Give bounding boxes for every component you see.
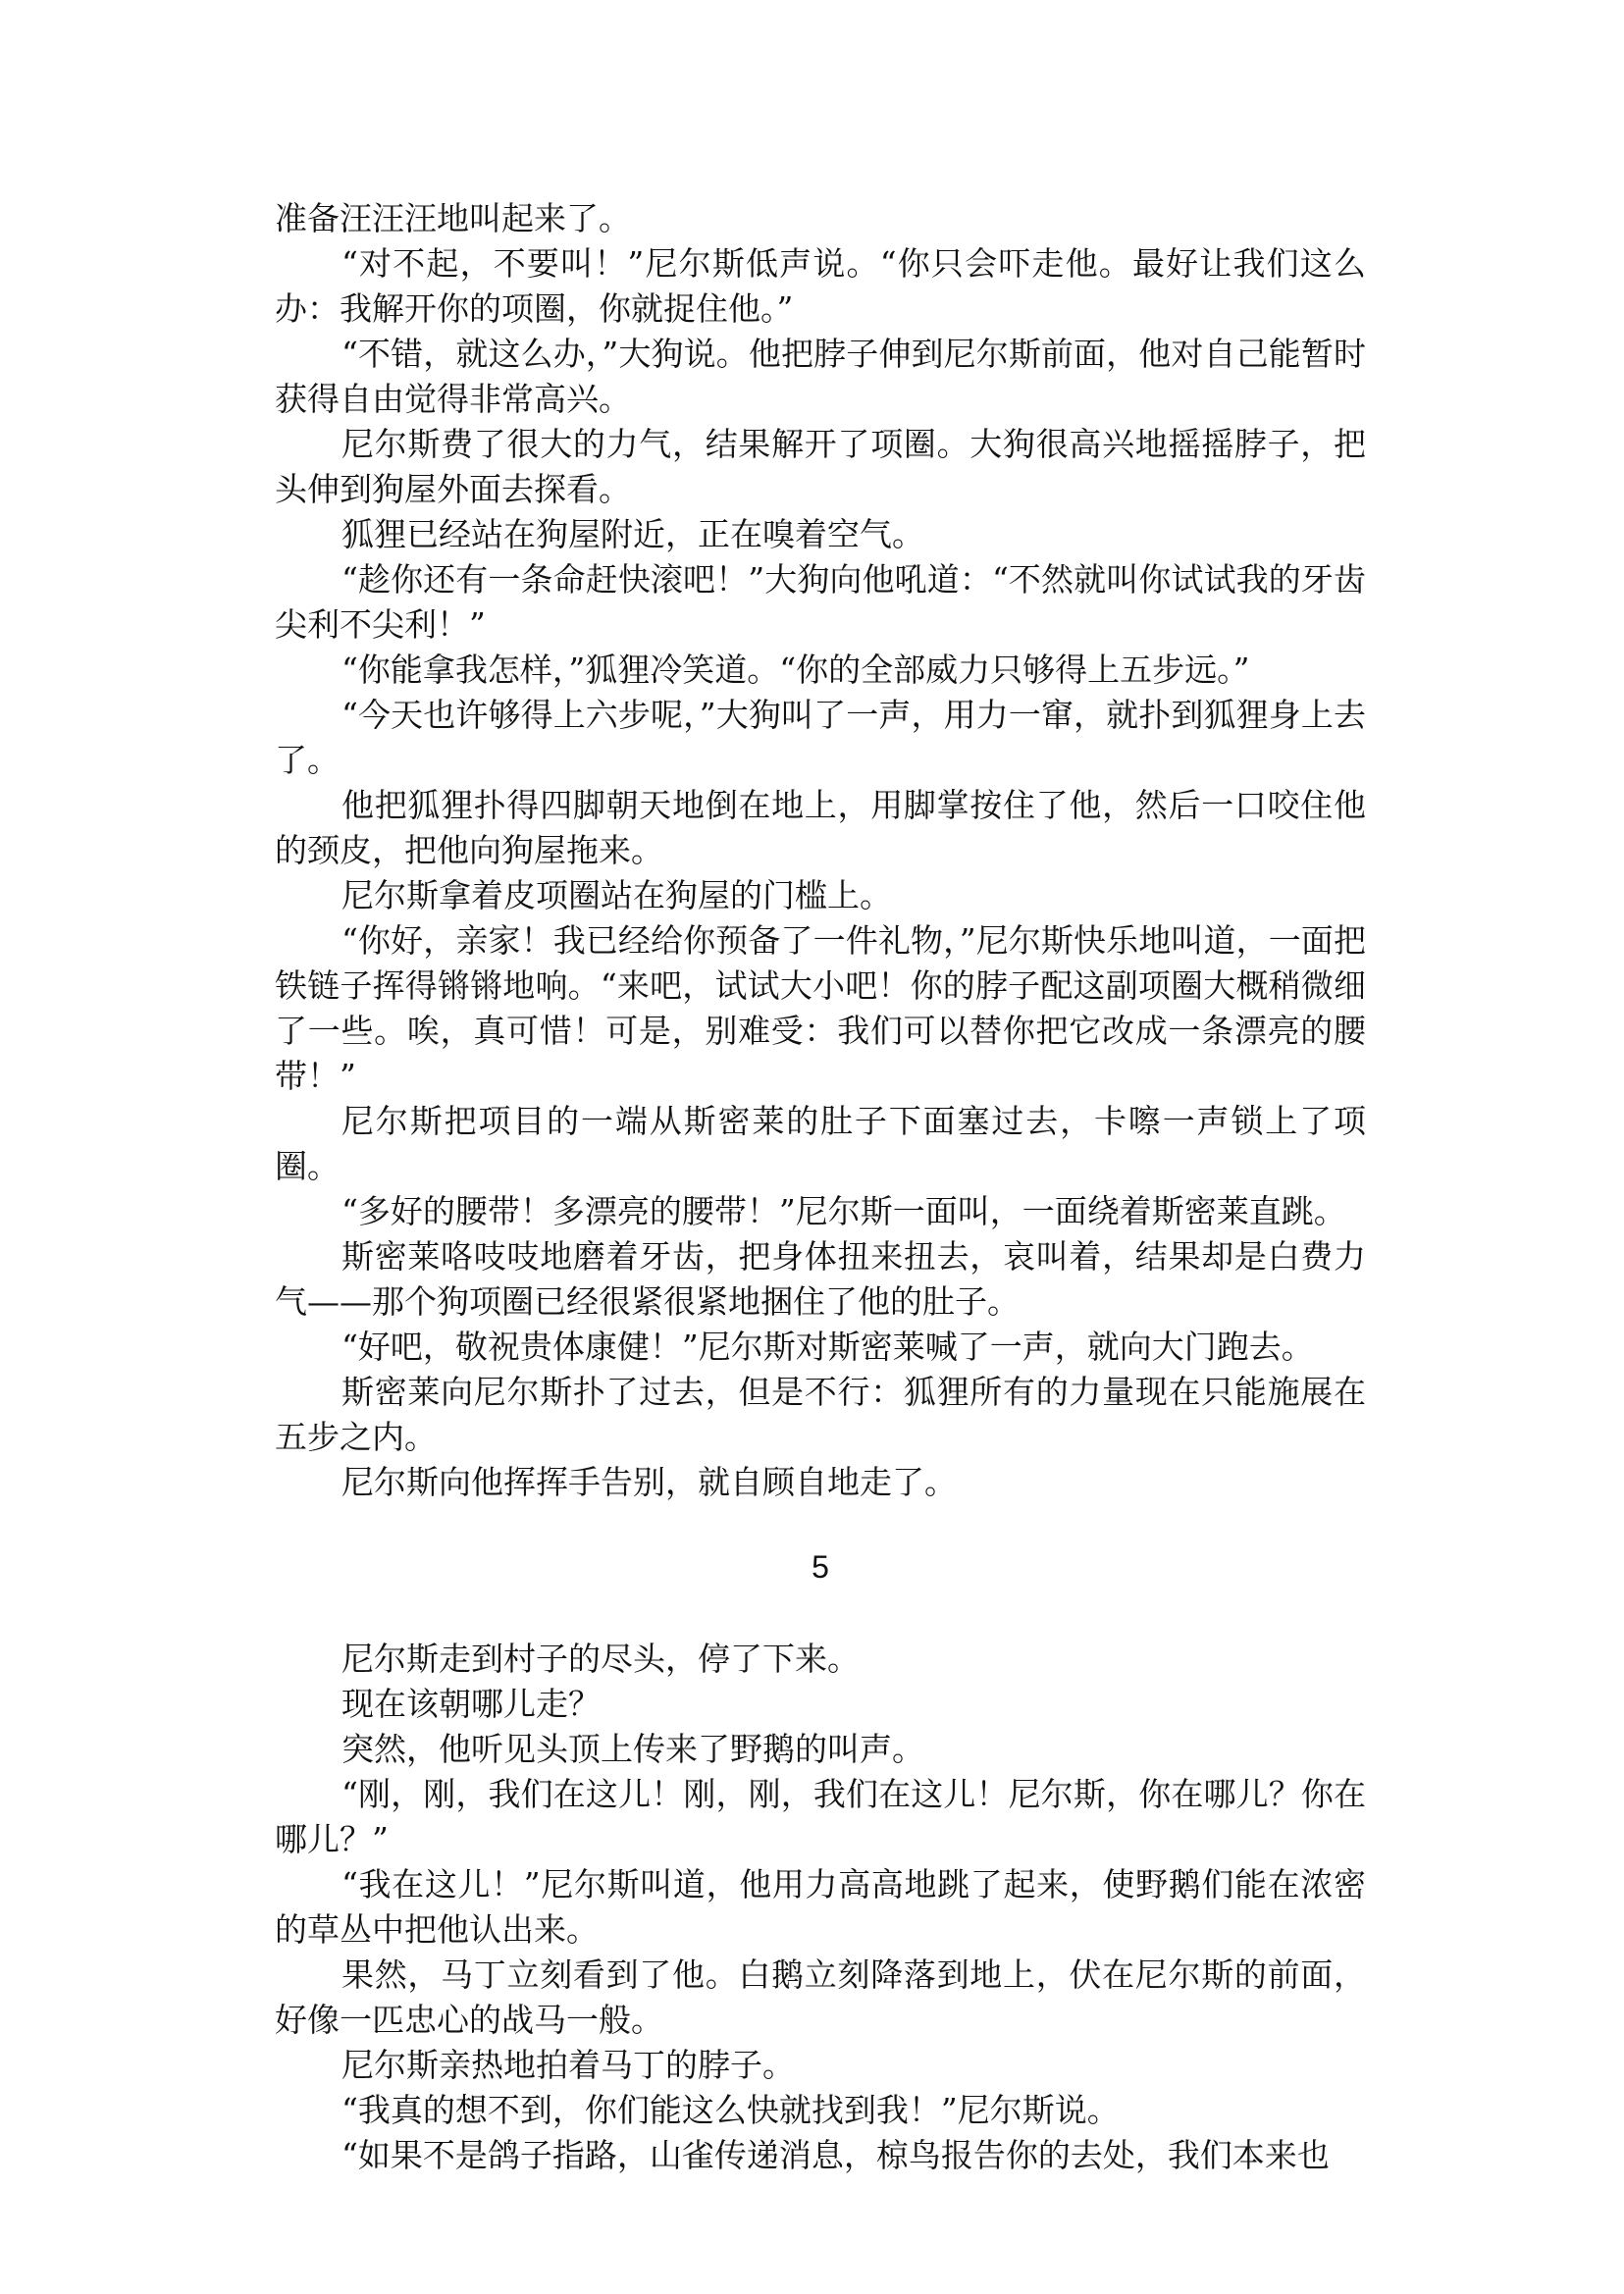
paragraph: 尼尔斯走到村子的尽头，停了下来。 bbox=[341, 1640, 860, 1678]
paragraph: 果然，马丁立刻看到了他。白鹅立刻降落到地上，伏在尼尔斯的前面，好像一匹忠心的战马一般。 bbox=[275, 1955, 1366, 2039]
paragraph: 尼尔斯费了很大的力气，结果解开了项圈。大狗很高兴地摇摇脖子，把头伸到狗屋外面去探看。 bbox=[275, 425, 1366, 508]
paragraph: 尼尔斯向他挥挥手告别，就自顾自地走了。 bbox=[341, 1463, 957, 1501]
section-number: 5 bbox=[812, 1549, 829, 1585]
paragraph: “我真的想不到，你们能这么快就找到我！”尼尔斯说。 bbox=[341, 2091, 1120, 2129]
paragraph: 突然，他听见头顶上传来了野鹅的叫声。 bbox=[341, 1730, 924, 1768]
paragraph: 斯密莱咯吱吱地磨着牙齿，把身体扭来扭去，哀叫着，结果却是白费力气——那个狗项圈已经很紧很紧地捆住了他的肚子。 bbox=[275, 1237, 1366, 1321]
paragraph: 尼尔斯亲热地拍着马丁的脖子。 bbox=[341, 2046, 795, 2084]
paragraph: “多好的腰带！多漂亮的腰带！”尼尔斯一面叫，一面绕着斯密莱直跳。 bbox=[341, 1192, 1346, 1230]
paragraph: “趁你还有一条命赶快滚吧！”大狗向他吼道：“不然就叫你试试我的牙齿尖利不尖利！” bbox=[275, 560, 1366, 644]
paragraph: “不错，就这么办，”大狗说。他把脖子伸到尼尔斯前面，他对自己能暂时获得自由觉得非常高兴。 bbox=[275, 335, 1366, 418]
paragraph: “今天也许够得上六步呢，”大狗叫了一声，用力一窜，就扑到狐狸身上去了。 bbox=[275, 696, 1366, 779]
paragraph: 他把狐狸扑得四脚朝天地倒在地上，用脚掌按住了他，然后一口咬住他的颈皮，把他向狗屋拖来。 bbox=[275, 786, 1366, 869]
paragraph: “对不起，不要叫！”尼尔斯低声说。“你只会吓走他。最好让我们这么办：我解开你的项圈，你就捉住他。” bbox=[275, 244, 1366, 328]
story-text-part-2 bbox=[275, 1637, 1366, 2178]
paragraph: “你能拿我怎样，”狐狸冷笑道。“你的全部威力只够得上五步远。” bbox=[341, 651, 1250, 689]
paragraph: “刚，刚，我们在这儿！刚，刚，我们在这儿！尼尔斯，你在哪儿？你在哪儿？” bbox=[275, 1775, 1366, 1858]
story-text-part-1 bbox=[275, 196, 1366, 1505]
paragraph: 狐狸已经站在狗屋附近，正在嗅着空气。 bbox=[341, 515, 924, 553]
paragraph: “我在这儿！”尼尔斯叫道，他用力高高地跳了起来，使野鹅们能在浓密的草丛中把他认出来。 bbox=[275, 1865, 1366, 1949]
paragraph: 斯密莱向尼尔斯扑了过去，但是不行：狐狸所有的力量现在只能施展在五步之内。 bbox=[275, 1373, 1366, 1456]
paragraph: 尼尔斯拿着皮项圈站在狗屋的门槛上。 bbox=[341, 876, 892, 914]
paragraph: 尼尔斯把项目的一端从斯密莱的肚子下面塞过去，卡嚓一声锁上了项圈。 bbox=[275, 1102, 1366, 1185]
paragraph: 现在该朝哪儿走？ bbox=[341, 1685, 601, 1723]
document-page bbox=[275, 196, 1366, 2178]
paragraph: “好吧，敬祝贵体康健！”尼尔斯对斯密莱喊了一声，就向大门跑去。 bbox=[341, 1328, 1314, 1366]
paragraph: “你好，亲家！我已经给你预备了一件礼物，”尼尔斯快乐地叫道，一面把铁链子挥得锵锵地响。“来吧，试试大小吧！你的脖子配这副项圈大概稍微细了一些。唉，真可惜！可是，别难受：我们可以替你把它改成一条漂亮的腰带！” bbox=[275, 921, 1366, 1095]
paragraph: “如果不是鸽子指路，山雀传递消息，椋鸟报告你的去处，我们本来也 bbox=[341, 2136, 1330, 2174]
paragraph: 准备汪汪汪地叫起来了。 bbox=[275, 199, 631, 237]
